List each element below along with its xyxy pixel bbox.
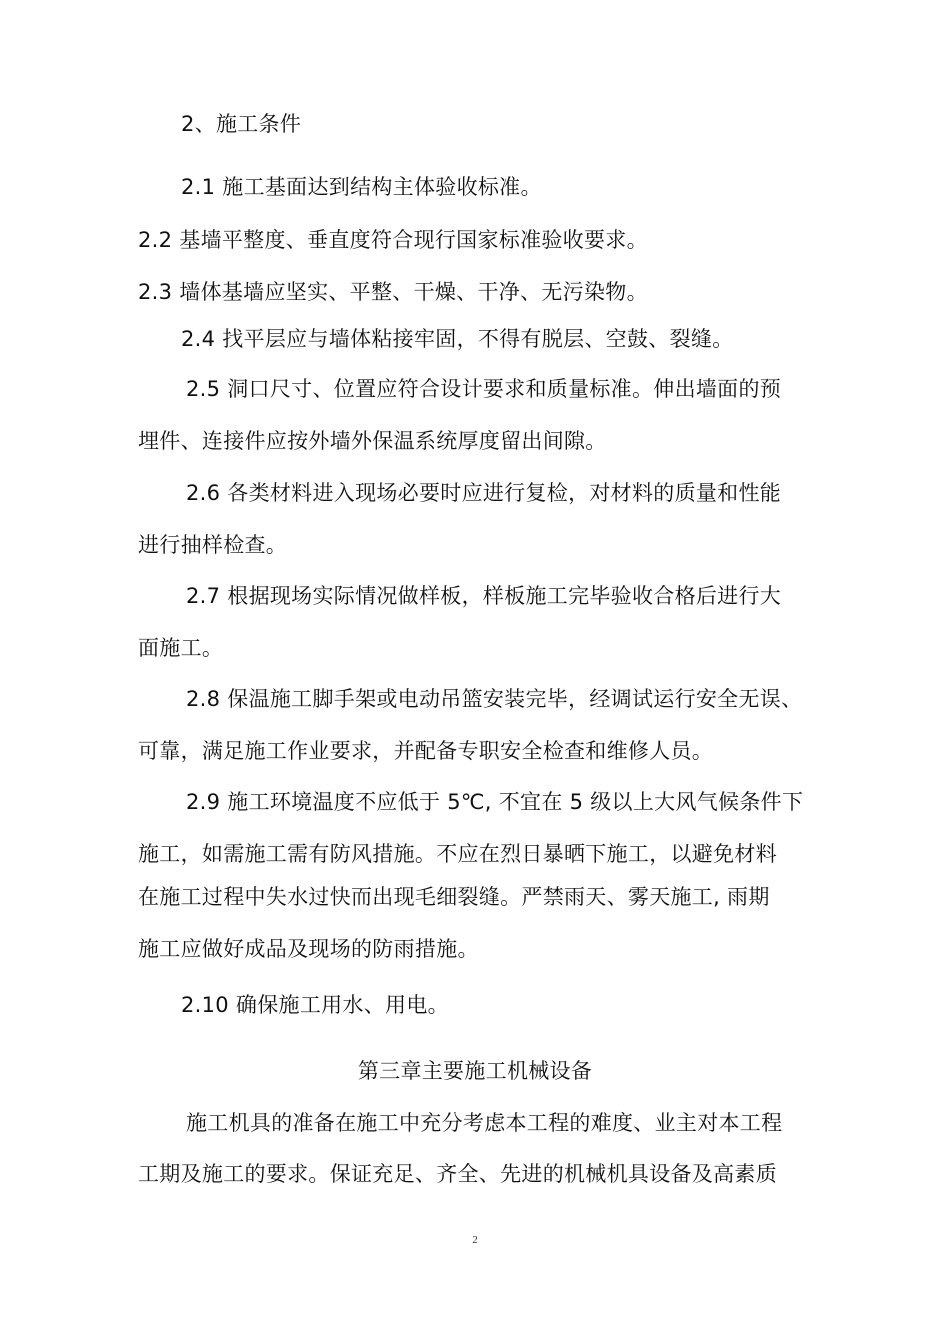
item-2-5-line1: 2.5 洞口尺寸、位置应符合设计要求和质量标准。伸出墙面的预 [186, 377, 782, 401]
item-2-8-line1: 2.8 保温施工脚手架或电动吊篮安装完毕，经调试运行安全无误、 [186, 687, 803, 711]
item-2-7-line2: 面施工。 [138, 636, 224, 660]
chapter-paragraph-line1: 施工机具的准备在施工中充分考虑本工程的难度、业主对本工程 [186, 1111, 783, 1135]
item-2-7-line1: 2.7 根据现场实际情况做样板，样板施工完毕验收合格后进行大 [186, 584, 782, 608]
item-2-9-line2: 施工，如需施工需有防风措施。不应在烈日暴晒下施工，以避免材料 [138, 842, 777, 866]
item-2-3: 2.3 墙体基墙应坚实、平整、干燥、干净、无污染物。 [138, 280, 648, 304]
item-2-4: 2.4 找平层应与墙体粘接牢固，不得有脱层、空鼓、裂缝。 [181, 327, 734, 351]
item-2-2: 2.2 基墙平整度、垂直度符合现行国家标准验收要求。 [138, 228, 648, 252]
item-2-9-line4: 施工应做好成品及现场的防雨措施。 [138, 937, 479, 961]
section-heading: 2、施工条件 [181, 112, 302, 136]
item-2-9-line3: 在施工过程中失水过快而出现毛细裂缝。严禁雨天、雾天施工, 雨期 [138, 885, 770, 909]
page-number: 2 [472, 1234, 478, 1246]
item-2-6-line1: 2.6 各类材料进入现场必要时应进行复检，对材料的质量和性能 [186, 481, 782, 505]
item-2-9-line1: 2.9 施工环境温度不应低于 5℃, 不宜在 5 级以上大风气候条件下 [186, 790, 804, 814]
item-2-10: 2.10 确保施工用水、用电。 [181, 993, 449, 1017]
item-2-8-line2: 可靠，满足施工作业要求，并配备专职安全检查和维修人员。 [138, 739, 714, 763]
chapter-paragraph-line2: 工期及施工的要求。保证充足、齐全、先进的机械机具设备及高素质 [138, 1162, 777, 1186]
item-2-1: 2.1 施工基面达到结构主体验收标准。 [181, 175, 542, 199]
chapter-title: 第三章主要施工机械设备 [357, 1059, 593, 1083]
item-2-5-line2: 埋件、连接件应按外墙外保温系统厚度留出间隙。 [138, 429, 607, 453]
item-2-6-line2: 进行抽样检查。 [138, 533, 288, 557]
